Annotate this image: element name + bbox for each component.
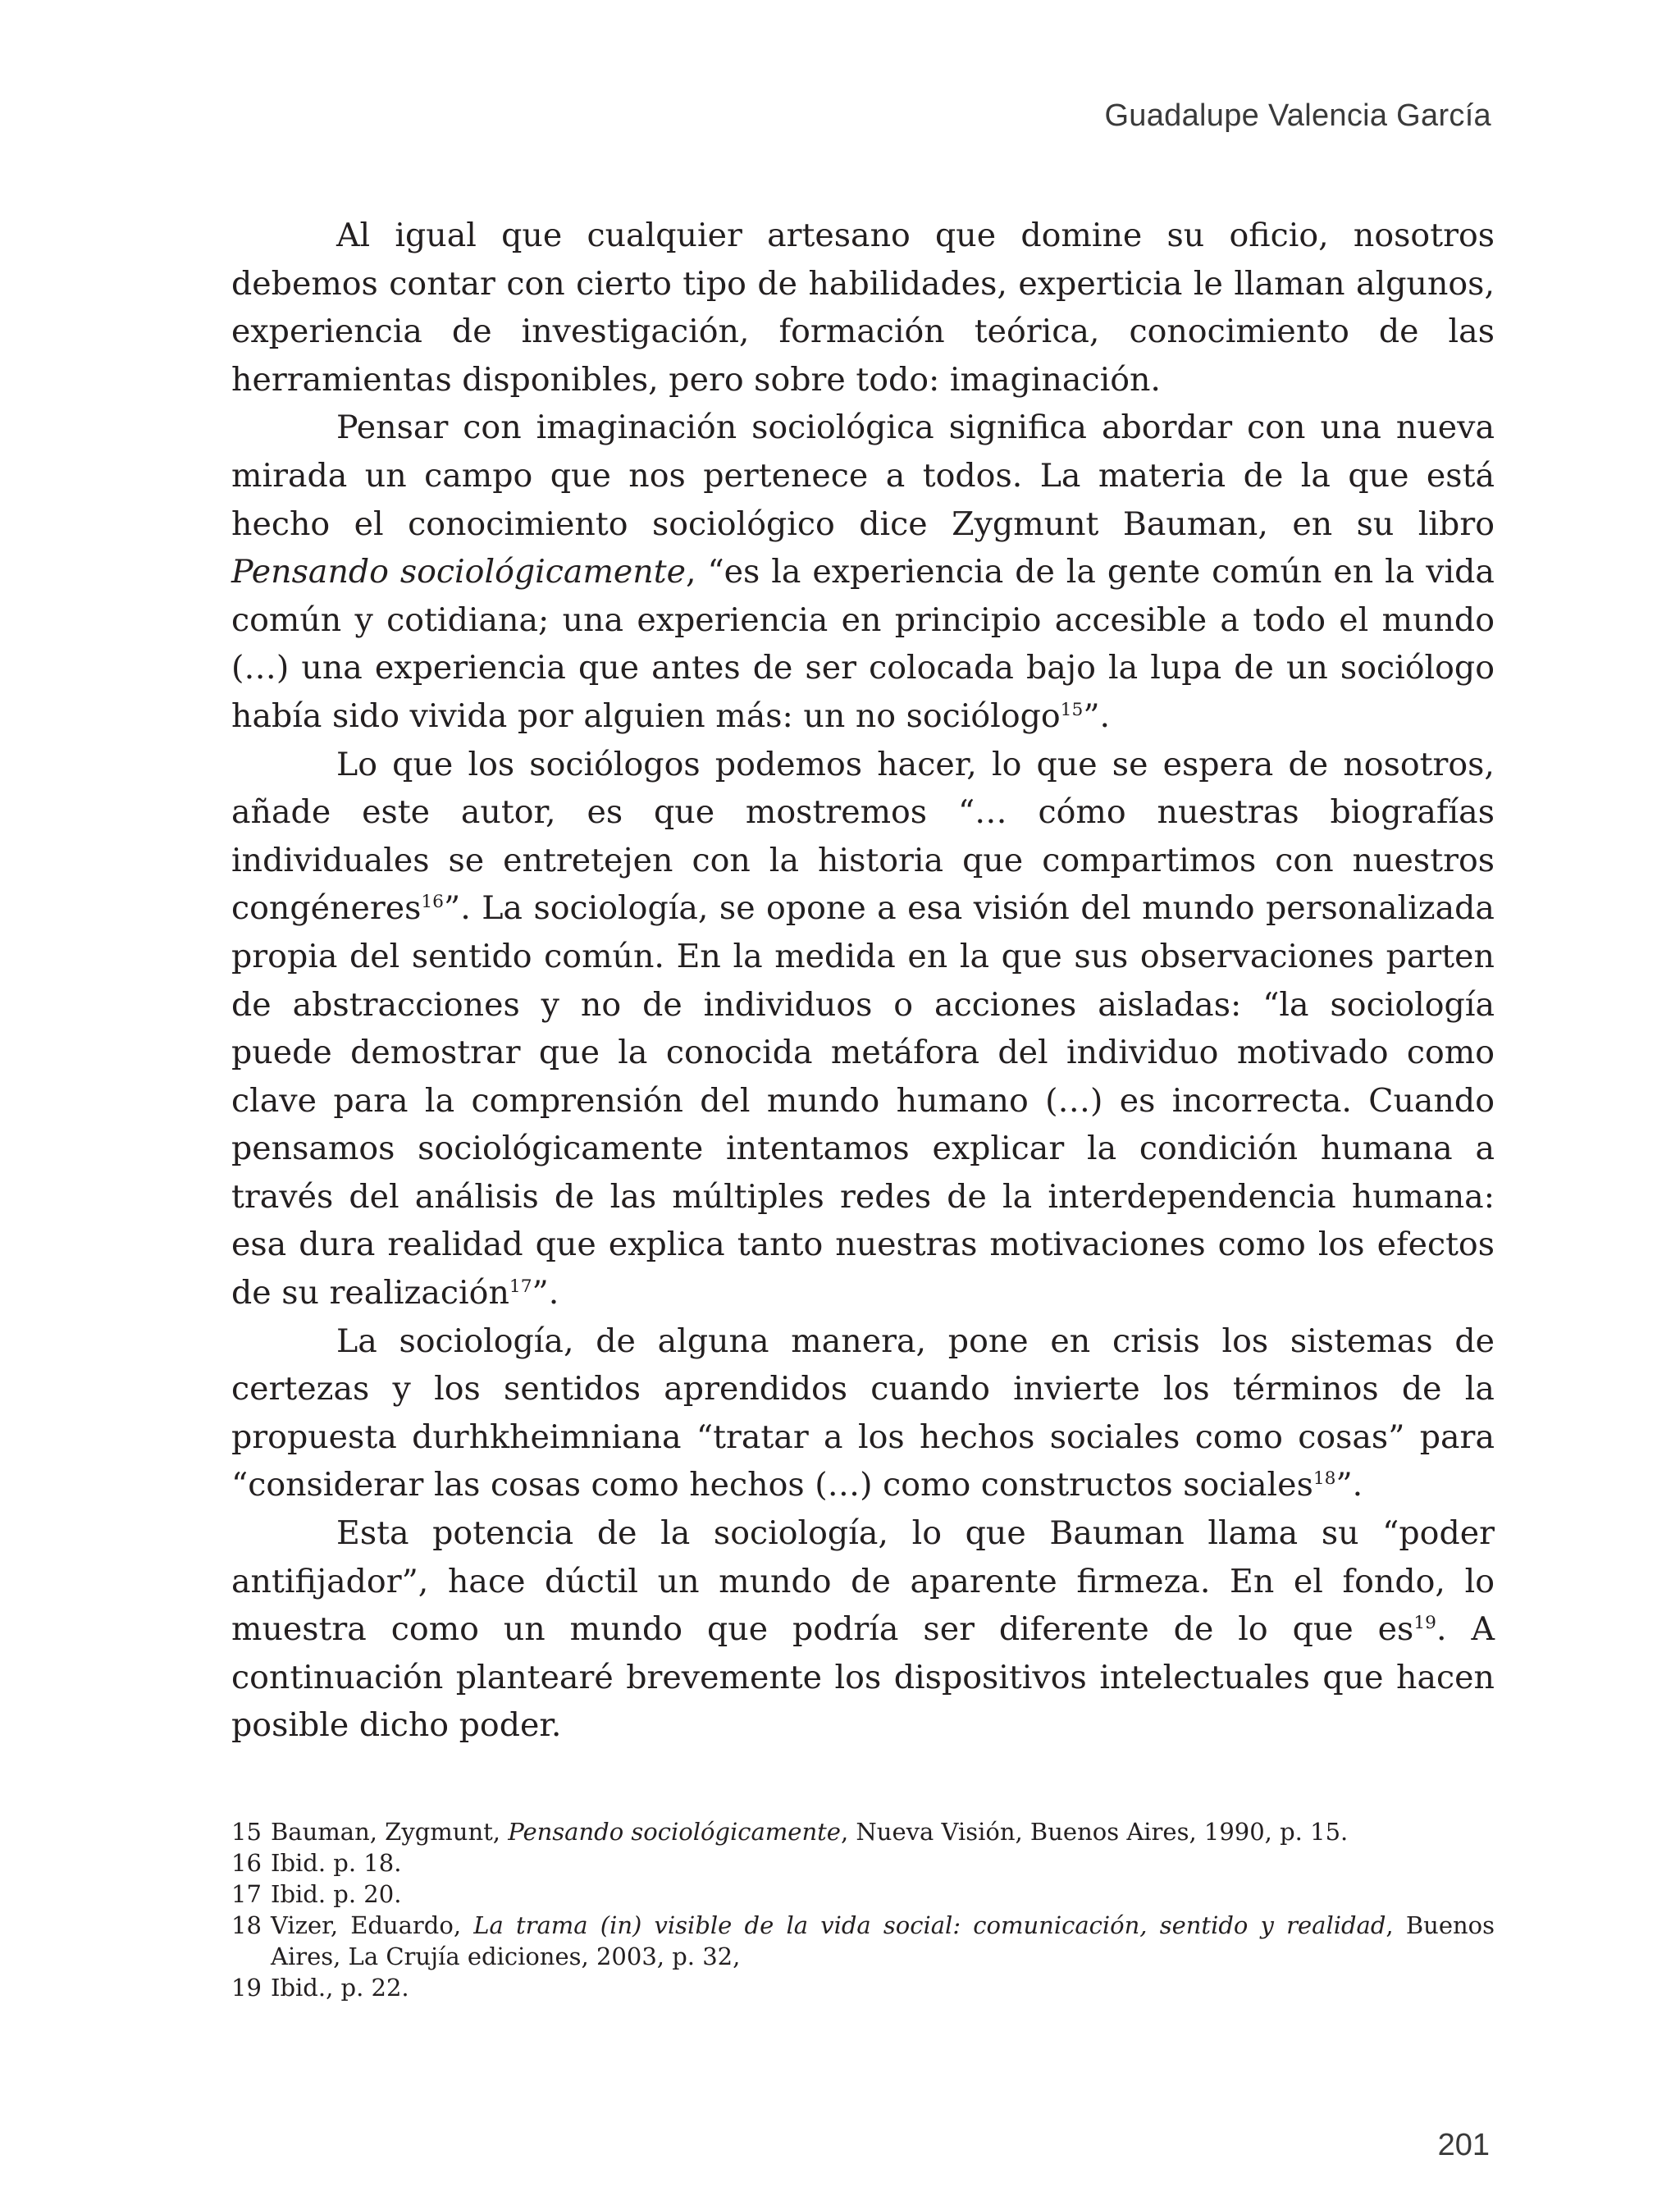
paragraph-4 xyxy=(231,1317,1495,1509)
footnote-author: Ibid., p. 22. xyxy=(271,1974,409,2002)
footnote-ref-18[interactable]: 18 xyxy=(1312,1468,1336,1490)
paragraph-5 xyxy=(231,1509,1495,1750)
paragraph-text: , “es la experiencia de la gente común en la vida común y cotidiana; una experiencia en principio accesible a todo el mundo (…) una experiencia que antes de ser colocada bajo la lupa de un sociólogo había sido vivida por alguien más: un no sociólogo xyxy=(231,553,1495,735)
page-number: 201 xyxy=(1437,2128,1490,2162)
paragraph-text: Esta potencia de la sociología, lo que Bauman llama su “poder antifijador”, hace dúctil un mundo de aparente firmeza. En el fondo, lo muestra como un mundo que podría ser diferente de lo que es xyxy=(231,1514,1495,1649)
paragraph-2 xyxy=(231,404,1495,740)
footnote-17 xyxy=(231,1879,1495,1910)
footnote-text xyxy=(271,1847,1495,1879)
footnote-publication: , Nueva Visión, Buenos Aires, 1990, p. 15. xyxy=(840,1818,1349,1846)
book-title: Pensando sociológicamente xyxy=(231,553,686,591)
running-head-author: Guadalupe Valencia García xyxy=(1104,98,1491,133)
paragraph-text: Pensar con imaginación sociológica significa abordar con una nueva mirada un campo que nos pertenece a todos. La materia de la que está hecho el conocimiento sociológico dice Zygmunt Bauman, en su libro xyxy=(231,409,1495,543)
footnote-author: Ibid. p. 18. xyxy=(271,1849,402,1877)
footnote-publication: , Buenos Aires, La Crujía ediciones, 2003, p. 32, xyxy=(271,1911,1495,1970)
footnote-ref-16[interactable]: 16 xyxy=(421,892,444,913)
paragraph-text: La sociología, de alguna manera, pone en crisis los sistemas de certezas y los sentidos aprendidos cuando invierte los términos de la propuesta durhkheimniana “tratar a los hechos sociales como cosas” para “considerar las cosas como hechos (…) como constructos sociales xyxy=(231,1322,1495,1504)
body-text xyxy=(231,212,1495,1750)
footnote-number: 18 xyxy=(231,1911,262,1939)
footnote-text xyxy=(271,1879,1495,1910)
footnote-number: 15 xyxy=(231,1818,262,1846)
footnote-number: 19 xyxy=(231,1974,262,2002)
footnote-ref-17[interactable]: 17 xyxy=(509,1276,532,1297)
paragraph-3 xyxy=(231,741,1495,1317)
paragraph-text: ”. xyxy=(1083,696,1111,735)
paragraph-1 xyxy=(231,212,1495,404)
footnote-15 xyxy=(231,1816,1495,1847)
footnote-ref-15[interactable]: 15 xyxy=(1060,699,1084,720)
footnote-author: Ibid. p. 20. xyxy=(271,1880,402,1908)
footnote-ref-19[interactable]: 19 xyxy=(1413,1613,1436,1634)
paragraph-text: Al igual que cualquier artesano que domine su oficio, nosotros debemos contar con cierto tipo de habilidades, experticia le llaman algunos, experiencia de investigación, formación teórica, conocimiento de las herramientas disponibles, pero sobre todo: imaginación. xyxy=(231,217,1495,399)
footnote-author: Bauman, Zygmunt, xyxy=(271,1818,509,1846)
footnote-number: 16 xyxy=(231,1849,262,1877)
footnote-text xyxy=(271,1972,1495,2003)
footnotes xyxy=(231,1816,1495,2003)
footnote-author: Vizer, Eduardo, xyxy=(271,1911,474,1939)
paragraph-text: . A continuación plantearé brevemente los dispositivos intelectuales que hacen posible dicho poder. xyxy=(231,1610,1495,1745)
footnote-text xyxy=(271,1816,1495,1847)
paragraph-text: Lo que los sociólogos podemos hacer, lo que se espera de nosotros, añade este autor, es que mostremos “… cómo nuestras biografías individuales se entretejen con la historia que compartimos con nuestros congéneres xyxy=(231,745,1495,928)
footnote-16 xyxy=(231,1847,1495,1879)
footnote-18 xyxy=(231,1910,1495,1972)
footnote-title: La trama (in) visible de la vida social: comunicación, sentido y realidad xyxy=(473,1911,1386,1939)
footnote-number: 17 xyxy=(231,1880,262,1908)
footnote-19 xyxy=(231,1972,1495,2003)
paragraph-text: ”. La sociología, se opone a esa visión del mundo personalizada propia del sentido común. En la medida en la que sus observaciones parten de abstracciones y no de individuos o acciones aisladas: “la sociología puede demostrar que la conocida metáfora del individuo motivado como clave para la comprensión del mundo humano (…) es incorrecta. Cuando pensamos sociológicamente intentamos explicar la condición humana a través del análisis de las múltiples redes de la interdependencia humana: esa dura realidad que explica tanto nuestras motivaciones como los efectos de su realización xyxy=(231,889,1495,1312)
footnote-text xyxy=(271,1910,1495,1972)
footnote-title: Pensando sociológicamente xyxy=(508,1818,841,1846)
paragraph-text: ”. xyxy=(532,1274,559,1312)
paragraph-text: ”. xyxy=(1335,1466,1363,1504)
